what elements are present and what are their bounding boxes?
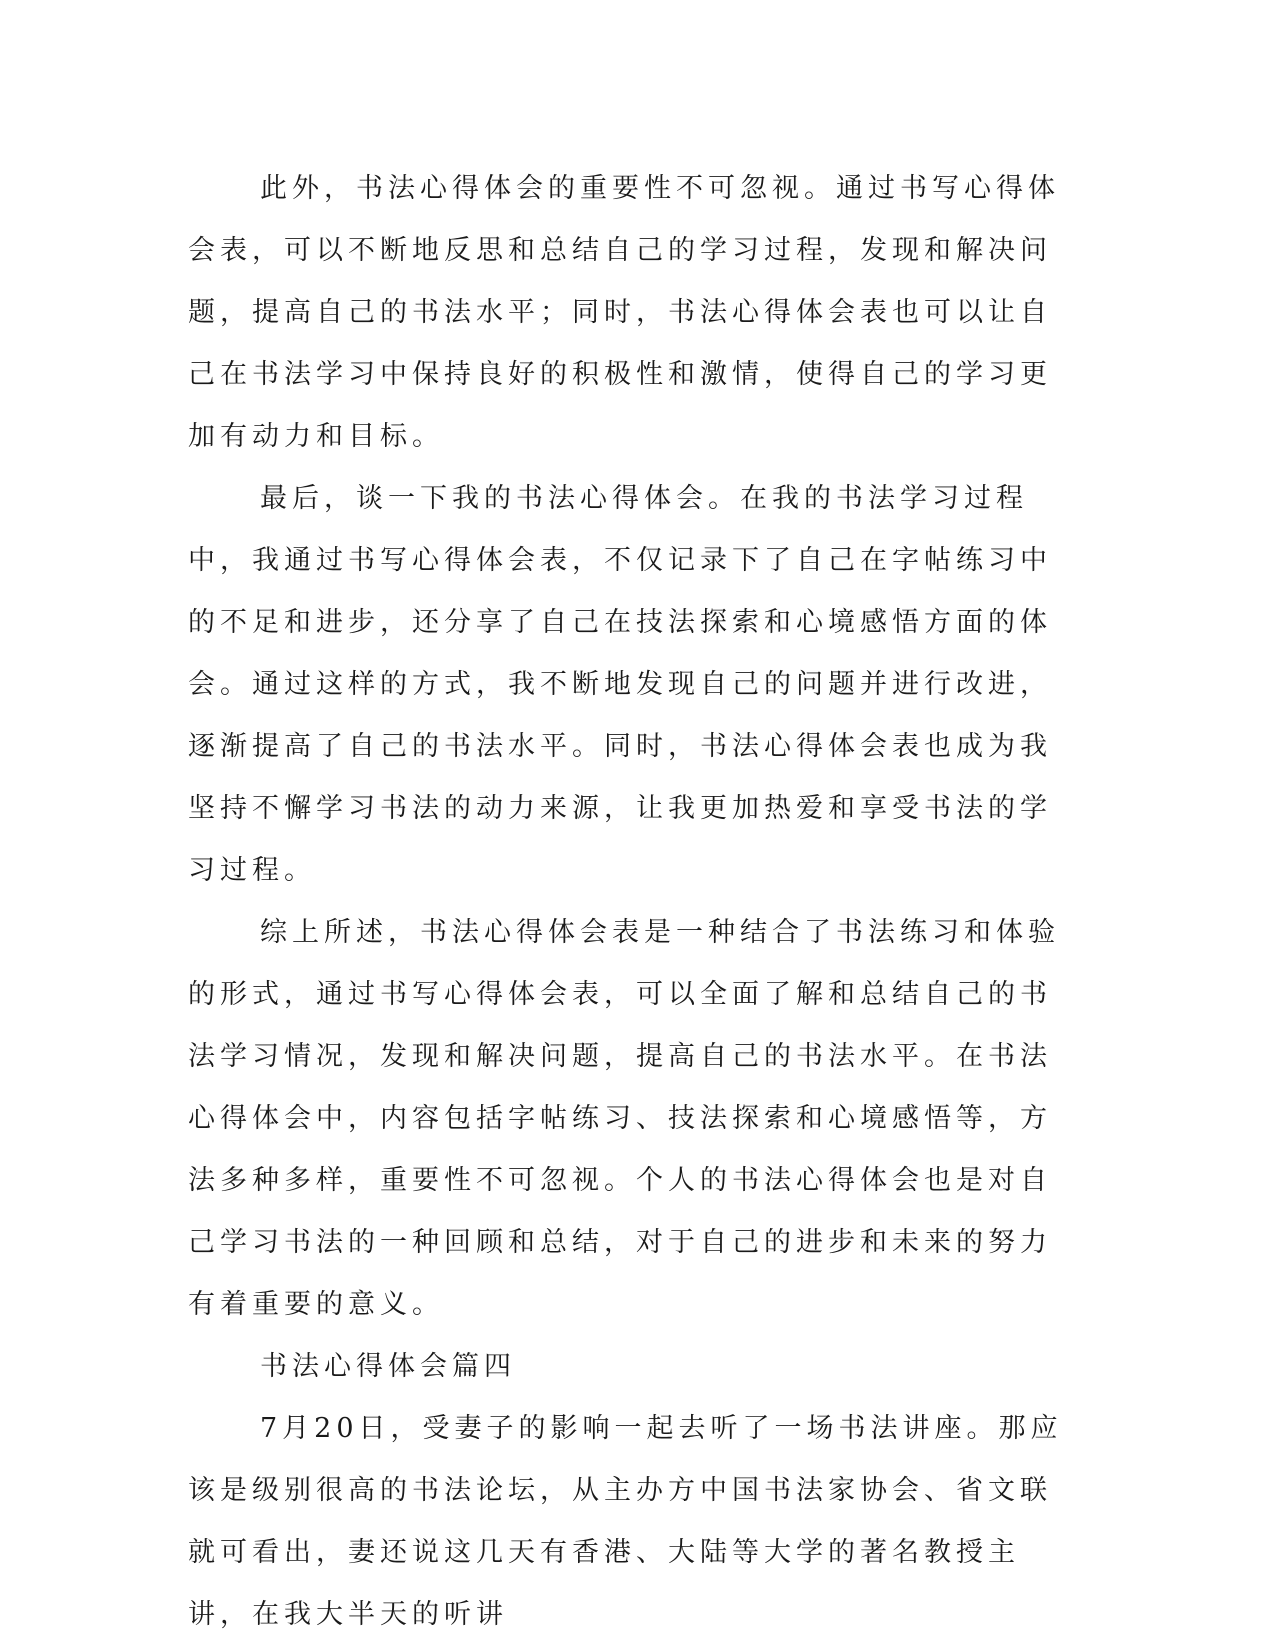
paragraph-personal-experience: 最后，谈一下我的书法心得体会。在我的书法学习过程中，我通过书写心得体会表，不仅记录下了自己在字帖练习中的不足和进步，还分享了自己在技法探索和心境感悟方面的体会。通过这样的方式，我不断地发现自己的问题并进行改进，逐渐提高了自己的书法水平。同时，书法心得体会表也成为我坚持不懈学习书法的动力来源，让我更加热爱和享受书法的学习过程。 — [188, 483, 1052, 886]
paragraph-lecture: 7月20日，受妻子的影响一起去听了一场书法讲座。那应该是级别很高的书法论坛，从主办方中国书法家协会、省文联就可看出，妻还说这几天有香港、大陆等大学的著名教授主讲，在我大半天的听讲 — [188, 1413, 1063, 1630]
section-heading: 书法心得体会篇四 — [260, 1351, 516, 1382]
document-body — [188, 158, 1068, 1646]
paragraph-importance: 此外，书法心得体会的重要性不可忽视。通过书写心得体会表，可以不断地反思和总结自己的学习过程，发现和解决问题，提高自己的书法水平；同时，书法心得体会表也可以让自己在书法学习中保持良好的积极性和激情，使得自己的学习更加有动力和目标。 — [188, 173, 1060, 452]
paragraph-summary: 综上所述，书法心得体会表是一种结合了书法练习和体验的形式，通过书写心得体会表，可以全面了解和总结自己的书法学习情况，发现和解决问题，提高自己的书法水平。在书法心得体会中，内容包括字帖练习、技法探索和心境感悟等，方法多种多样，重要性不可忽视。个人的书法心得体会也是对自己学习书法的一种回顾和总结，对于自己的进步和未来的努力有着重要的意义。 — [188, 917, 1060, 1320]
